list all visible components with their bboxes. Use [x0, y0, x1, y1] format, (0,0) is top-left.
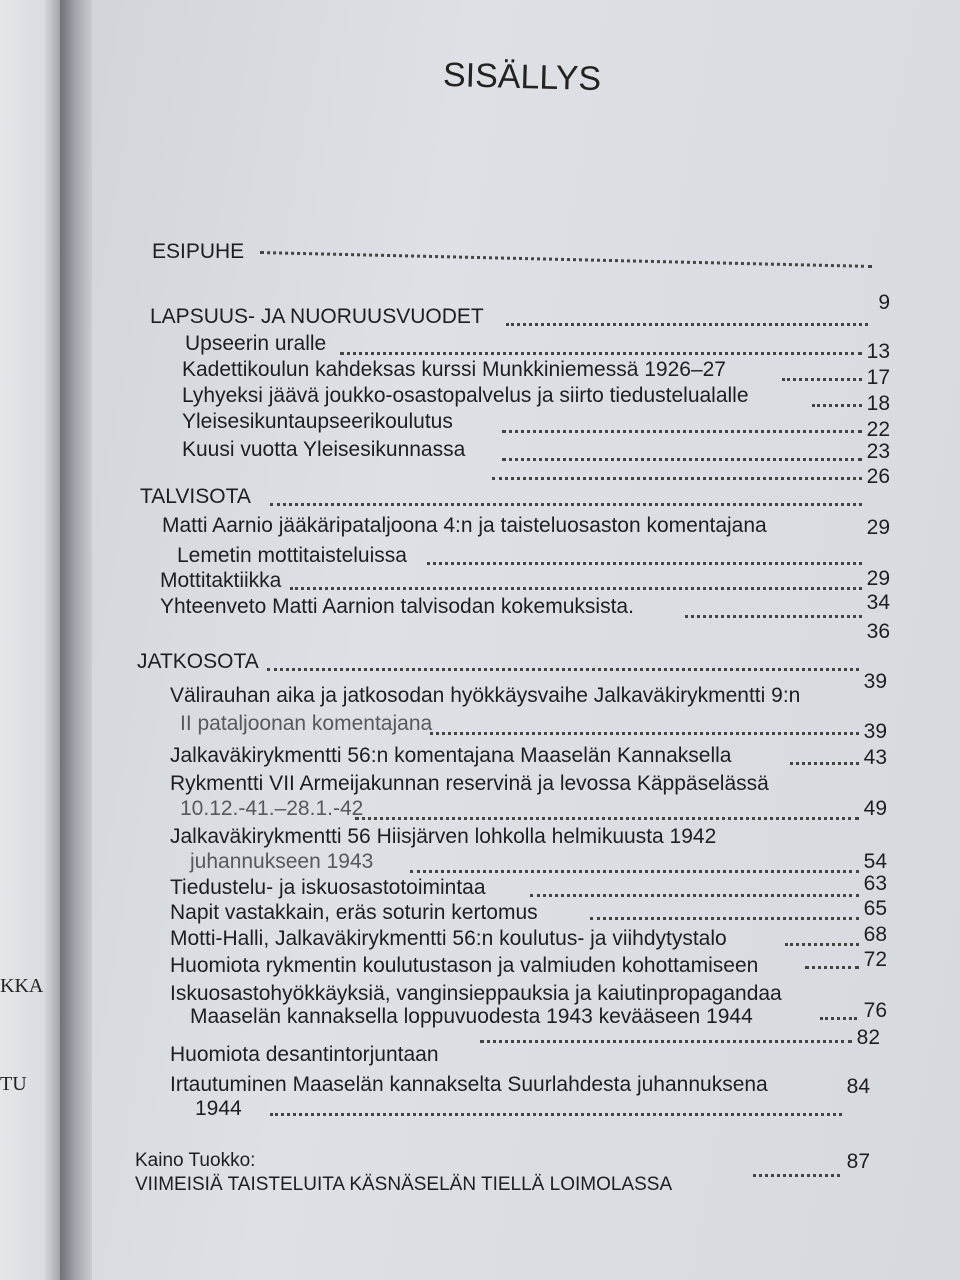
- page-number: 34: [866, 591, 890, 614]
- leader-dots: [410, 870, 859, 873]
- entry-text: Matti Aarnio jääkäripataljoona 4:n ja taisteluosaston komentajana: [162, 514, 767, 537]
- page-number: 39: [863, 720, 887, 743]
- page-number: 63: [863, 872, 887, 895]
- entry-text: Maaselän kannaksella loppuvuodesta 1943 kevääseen 1944: [190, 1005, 753, 1028]
- page-title: SISÄLLYS: [442, 55, 602, 99]
- toc-entry-appendix: [135, 1150, 870, 1176]
- toc-entry: [180, 797, 887, 823]
- heading-text: TALVISOTA: [140, 485, 251, 508]
- page-number: 54: [863, 850, 887, 873]
- toc-entry: [170, 872, 887, 902]
- entry-text: Upseerin uralle: [185, 332, 327, 355]
- leader-dots: [492, 477, 862, 480]
- leader-dots: [812, 404, 862, 407]
- heading-text: JATKOSOTA: [137, 650, 259, 673]
- leader-dots: [355, 817, 859, 820]
- page-number: 87: [846, 1150, 870, 1173]
- leader-dots: [267, 668, 859, 671]
- entry-text: Tiedustelu- ja iskuosastotoimintaa: [170, 876, 486, 899]
- page-number: 82: [856, 1026, 880, 1049]
- page-number: 22: [866, 418, 890, 441]
- toc-entry: [160, 620, 890, 646]
- left-page-fragment: TU: [0, 1073, 27, 1095]
- page-number: 72: [863, 948, 887, 971]
- author-text: Kaino Tuokko:: [135, 1150, 256, 1171]
- leader-dots: [782, 378, 862, 381]
- page-number: 18: [866, 392, 890, 415]
- left-page-fragment: KKA: [0, 975, 44, 997]
- page-number: 29: [866, 567, 890, 590]
- leader-dots: [790, 762, 859, 765]
- toc-entry: [170, 1073, 870, 1099]
- entry-text: Välirauhan aika ja jatkosodan hyökkäysvaihe Jalkaväkirykmentti 9:n: [170, 684, 801, 707]
- entry-text: Yhteenveto Matti Aarnion talvisodan kokemuksista.: [160, 595, 634, 618]
- toc-entry: [162, 514, 890, 540]
- toc-entry-appendix-title: [135, 1174, 870, 1200]
- toc-entry: [182, 438, 890, 464]
- entry-text: Irtautuminen Maaselän kannakselta Suurlahdesta juhannuksena: [170, 1073, 768, 1096]
- page-number: 17: [866, 366, 890, 389]
- page-number: 68: [863, 923, 887, 946]
- toc-heading-jatkosota: [137, 650, 887, 693]
- page-number: 29: [866, 516, 890, 539]
- entry-text: Iskuosastohyökkäyksiä, vanginsieppauksia ja kaiutinpropagandaa: [170, 982, 782, 1005]
- page-number: 9: [878, 291, 890, 314]
- entry-text: Jalkaväkirykmentti 56 Hiisjärven lohkolla helmikuusta 1942: [170, 825, 717, 848]
- heading-text: LAPSUUS- JA NUORUUSVUODET: [150, 305, 484, 328]
- entry-text: Rykmentti VII Armeijakunnan reservinä ja levossa Käppäselässä: [170, 772, 769, 795]
- heading-text: ESIPUHE: [152, 240, 245, 263]
- page-number: 49: [863, 797, 887, 820]
- toc-entry: [180, 712, 887, 743]
- entry-text: juhannukseen 1943: [190, 850, 374, 873]
- entry-text: VIIMEISIÄ TAISTELUITA KÄSNÄSELÄN TIELLÄ LOIMOLASSA: [135, 1174, 673, 1195]
- toc-entry: [182, 358, 890, 389]
- toc-entry: [170, 684, 887, 710]
- entry-text: Motti-Halli, Jalkaväkirykmentti 56:n koulutus- ja viihdytystalo: [170, 927, 727, 950]
- entry-text: Jalkaväkirykmentti 56:n komentajana Maaselän Kannaksella: [170, 744, 732, 767]
- leader-dots: [290, 587, 862, 590]
- leader-dots: [530, 894, 859, 897]
- leader-dots: [340, 352, 862, 355]
- book-gutter: [60, 0, 92, 1280]
- leader-dots: [753, 1174, 840, 1177]
- leader-dots: [685, 615, 862, 618]
- leader-dots: [506, 323, 868, 326]
- leader-dots: [270, 503, 862, 506]
- leader-dots: [270, 1113, 842, 1116]
- toc-heading-lapsuus: [150, 291, 890, 331]
- toc-entry: [177, 544, 890, 570]
- page-number: 65: [863, 897, 887, 920]
- page-number: 13: [866, 340, 890, 363]
- entry-text: II pataljoonan komentajana: [180, 712, 433, 735]
- toc-entry: [160, 569, 890, 595]
- leader-dots: [260, 251, 872, 268]
- toc-heading-talvisota: [140, 485, 890, 511]
- leader-dots: [427, 562, 862, 565]
- entry-text: Lyhyeksi jäävä joukko-osastopalvelus ja siirto tiedustelualalle: [182, 384, 749, 407]
- toc-heading-esipuhe: [152, 240, 872, 266]
- page-number: 39: [863, 670, 887, 693]
- toc-entry: [170, 825, 887, 851]
- leader-dots: [820, 1017, 857, 1020]
- toc-entry: [182, 410, 890, 441]
- toc-entry: [160, 591, 890, 621]
- entry-text: 10.12.-41.–28.1.-42: [180, 797, 364, 820]
- page-number: 76: [863, 999, 887, 1022]
- entry-text: Huomiota rykmentin koulutustason ja valmiuden kohottamiseen: [170, 954, 759, 977]
- leader-dots: [590, 917, 859, 920]
- toc-entry: [170, 1043, 880, 1069]
- page-number: 36: [866, 620, 890, 643]
- toc-entry: [185, 332, 890, 363]
- entry-text: Mottitaktiikka: [160, 569, 282, 592]
- entry-text: Yleisesikuntaupseerikoulutus: [182, 410, 453, 433]
- toc-entry: [190, 850, 887, 876]
- leader-dots: [785, 943, 859, 946]
- entry-text: Lemetin mottitaisteluissa: [177, 544, 407, 567]
- toc-entry: [170, 923, 887, 953]
- entry-text: Kuusi vuotta Yleisesikunnassa: [182, 438, 466, 461]
- leader-dots: [502, 458, 862, 461]
- page-number: 26: [866, 465, 890, 488]
- toc-entry: [195, 1097, 870, 1123]
- entry-text: Huomiota desantintorjuntaan: [170, 1043, 439, 1066]
- page-number: 43: [863, 746, 887, 769]
- toc-entry: [170, 772, 887, 798]
- leader-dots: [430, 732, 859, 735]
- toc-entry: [170, 948, 887, 980]
- page-number: 84: [846, 1075, 870, 1098]
- entry-text: Kadettikoulun kahdeksas kurssi Munkkiniemessä 1926–27: [182, 358, 726, 381]
- entry-text: Napit vastakkain, eräs soturin kertomus: [170, 901, 538, 924]
- toc-entry: [170, 897, 887, 927]
- toc-entry: [170, 744, 887, 770]
- entry-text: 1944: [195, 1097, 242, 1120]
- leader-dots: [805, 966, 859, 969]
- page-number: 23: [866, 440, 890, 463]
- toc-entry: [182, 384, 890, 415]
- leader-dots: [502, 430, 862, 433]
